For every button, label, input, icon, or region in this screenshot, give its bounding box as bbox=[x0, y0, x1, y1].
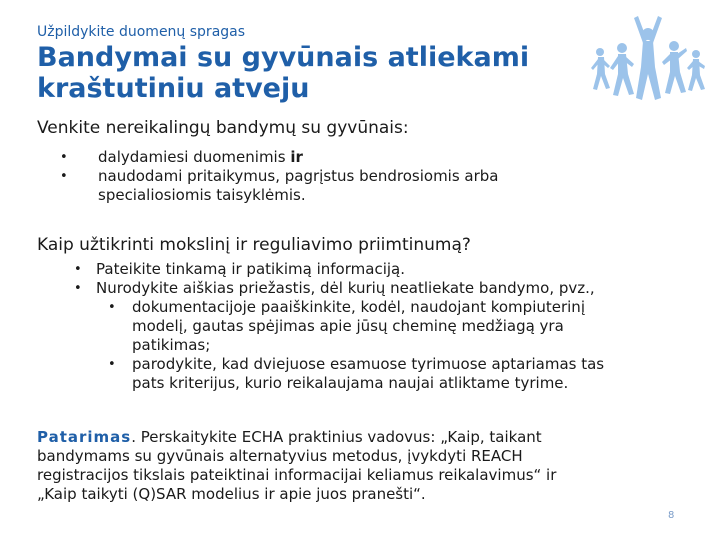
tip-text: . Perskaitykite ECHA praktinius vadovus: „Kaip, taikant bbox=[131, 428, 542, 446]
tip-block bbox=[37, 428, 677, 504]
section2-sublist bbox=[108, 298, 698, 393]
bullet: • bbox=[108, 357, 116, 372]
section2-heading: Kaip užtikrinti mokslinį ir reguliavimo priimtinumą? bbox=[37, 235, 471, 255]
runners-illustration bbox=[588, 12, 708, 112]
bullet: • bbox=[60, 150, 68, 165]
tip-line: „Kaip taikyti (Q)SAR modelius ir apie juos pranešti“. bbox=[37, 485, 426, 503]
bullet: • bbox=[60, 169, 68, 184]
sub-list-line: patikimas; bbox=[132, 336, 211, 354]
tip-line: registracijos tikslais pateiktinai informacijai keliamus reikalavimus“ ir bbox=[37, 466, 557, 484]
section1-heading: Venkite nereikalingų bandymų su gyvūnais: bbox=[37, 118, 409, 138]
title-line-2: kraštutiniu atveju bbox=[37, 73, 310, 104]
bullet: • bbox=[74, 262, 82, 277]
bullet: • bbox=[108, 300, 116, 315]
list-item bbox=[74, 260, 694, 279]
sub-list-item bbox=[108, 298, 698, 355]
slide-title bbox=[37, 42, 597, 104]
list-item bbox=[60, 167, 620, 205]
title-line-1: Bandymai su gyvūnais atliekami bbox=[37, 42, 530, 73]
sub-list-line: modelį, gautas spėjimas apie jūsų cheminę medžiagą yra bbox=[132, 317, 564, 335]
tip-line bbox=[37, 428, 677, 447]
list-item-text: Nurodykite aiškias priežastis, dėl kurių neatliekate bandymo, pvz., bbox=[96, 279, 595, 297]
list-item-bold: ir bbox=[290, 148, 303, 166]
tip-line: bandymams su gyvūnais alternatyvius metodus, įvykdyti REACH bbox=[37, 447, 523, 465]
slide-subtitle: Užpildykite duomenų spragas bbox=[37, 24, 246, 40]
list-item-line: naudodami pritaikymus, pagrįstus bendrosiomis arba bbox=[98, 167, 499, 185]
section1-list bbox=[60, 148, 620, 205]
sub-list-item bbox=[108, 355, 698, 393]
sub-list-line: dokumentacijoje paaiškinkite, kodėl, naudojant kompiuterinį bbox=[132, 298, 585, 316]
page-number: 8 bbox=[668, 510, 675, 521]
sub-list-line: pats kriterijus, kurio reikalaujama naujai atliktame tyrime. bbox=[132, 374, 569, 392]
list-item-line: specialiosiomis taisyklėmis. bbox=[98, 186, 306, 204]
section2-list bbox=[74, 260, 694, 298]
bullet: • bbox=[74, 281, 82, 296]
list-item-text: Pateikite tinkamą ir patikimą informaciją. bbox=[96, 260, 405, 278]
runners-icon bbox=[591, 16, 705, 100]
list-item bbox=[60, 148, 620, 167]
tip-lead: Patarimas bbox=[37, 428, 132, 446]
sub-list-line: parodykite, kad dviejuose esamuose tyrimuose aptariamas tas bbox=[132, 355, 605, 373]
list-item-text: dalydamiesi duomenimis bbox=[98, 148, 291, 166]
list-item bbox=[74, 279, 694, 298]
